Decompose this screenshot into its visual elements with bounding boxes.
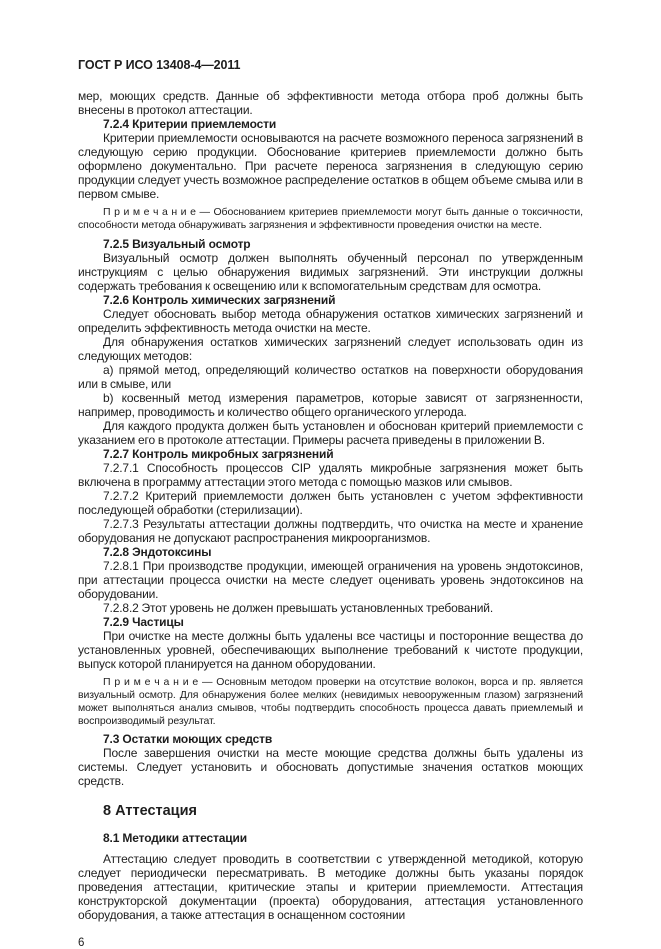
paragraph: 7.2.7.2 Критерий приемлемости должен быть установлен с учетом эффективности последующей обработки (стерилизации). <box>78 488 583 517</box>
subsection-heading-8-1: 8.1 Методики аттестации <box>103 831 247 846</box>
paragraph: При очистке на месте должны быть удалены все частицы и посторонние вещества до установленных уровней, обеспечивающих выполнение требований к чистоте продукции, выпуск которой планируется на данном оборудовании. <box>78 628 583 671</box>
list-item-b: b) косвенный метод измерения параметров, которые зависят от загрязненности, например, проводимость и количество общего органического углерода. <box>78 390 583 419</box>
note: П р и м е ч а н и е — Основным методом проверки на отсутствие волокон, ворса и пр. является визуальный осмотр. Для обнаружения более мелких (невидимых невооруженным глазом) загрязнений может выполняться анализ смывов, чтобы подтвердить способность процесса давать приемлемый и воспроизводимый результат. <box>78 675 583 727</box>
clause-heading-7-2-4: 7.2.4 Критерии приемлемости <box>103 117 277 131</box>
clause-heading-7-3: 7.3 Остатки моющих средств <box>103 732 273 747</box>
paragraph: После завершения очистки на месте моющие средства должны быть удалены из системы. Следует установить и обосновать допустимые значения остатков моющих средств. <box>78 746 583 789</box>
paragraph: Следует обосновать выбор метода обнаружения остатков химических загрязнений и определить эффективность метода очистки на месте. <box>78 306 583 335</box>
paragraph: 7.2.8.2 Этот уровень не должен превышать установленных требований. <box>103 600 494 615</box>
note: П р и м е ч а н и е — Обоснованием критериев приемлемости могут быть данные о токсичности, способности метода обнаруживать загрязнения и эффективности проведения очистки на месте. <box>78 206 583 231</box>
paragraph-continuation: мер, моющих средств. Данные об эффективности метода отбора проб должны быть внесены в протокол аттестации. <box>78 89 583 117</box>
list-item-a: a) прямой метод, определяющий количество остатков на поверхности оборудования или в смыве, или <box>78 362 583 391</box>
clause-heading-7-2-9: 7.2.9 Частицы <box>103 614 184 629</box>
paragraph: 7.2.7.3 Результаты аттестации должны подтвердить, что очистка на месте и хранение оборудования не допускают распространения микроорганизмов. <box>78 516 583 545</box>
paragraph: Критерии приемлемости основываются на расчете возможного переноса загрязнений в следующую серию продукции. Обоснование критериев приемлемости должно быть оформлено документально. При расчете переноса загрязнения в следующую серию продукции следует учесть возможное распределение остатков в общем объеме смыва или в первом смыве. <box>78 131 583 201</box>
section-heading-8: 8 Аттестация <box>103 803 197 820</box>
running-header-document-code: ГОСТ Р ИСО 13408-4—2011 <box>78 58 241 72</box>
page-number: 6 <box>78 937 85 949</box>
paragraph: Для каждого продукта должен быть установлен и обоснован критерий приемлемости с указанием его в протоколе аттестации. Примеры расчета приведены в приложении В. <box>78 418 583 447</box>
paragraph: 7.2.8.1 При производстве продукции, имеющей ограничения на уровень эндотоксинов, при аттестации процесса очистки на месте следует оценивать уровень эндотоксинов на оборудовании. <box>78 558 583 601</box>
clause-heading-7-2-7: 7.2.7 Контроль микробных загрязнений <box>103 446 334 461</box>
clause-heading-7-2-8: 7.2.8 Эндотоксины <box>103 544 212 559</box>
paragraph: Аттестацию следует проводить в соответствии с утвержденной методикой, которую следует периодически пересматривать. В методике должны быть указаны порядок проведения аттестации, критические этапы и критерии приемлемости. Аттестация конструкторской документации (проекта) оборудования, аттестация установленного оборудования, а также аттестация в оснащенном состоянии <box>78 852 583 923</box>
paragraph: Визуальный осмотр должен выполнять обученный персонал по утвержденным инструкциям с целью обнаружения видимых загрязнений. Эти инструкции должны содержать требования к освещению или к вспомогательным средствам для осмотра. <box>78 250 583 293</box>
paragraph: 7.2.7.1 Способность процессов CIP удалять микробные загрязнения может быть включена в программу аттестации этого метода с помощью мазков или смывов. <box>78 460 583 489</box>
clause-heading-7-2-6: 7.2.6 Контроль химических загрязнений <box>103 292 336 307</box>
clause-heading-7-2-5: 7.2.5 Визуальный осмотр <box>103 236 251 251</box>
paragraph: Для обнаружения остатков химических загрязнений следует использовать один из следующих методов: <box>78 334 583 363</box>
